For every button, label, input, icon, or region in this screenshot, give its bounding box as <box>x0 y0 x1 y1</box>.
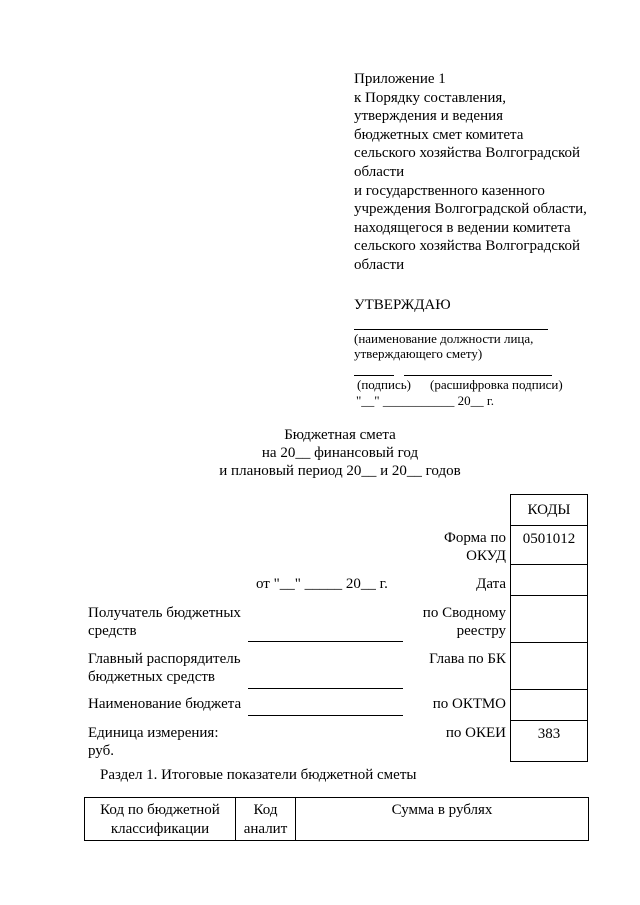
okei-cell <box>510 720 588 762</box>
okei-label: по ОКЕИ <box>445 725 506 741</box>
appendix-line: Приложение 1 <box>354 71 446 87</box>
bk-label: Глава по БК <box>429 651 506 667</box>
table-header-analytic-code <box>235 797 296 841</box>
unit-label-1: Единица измерения: <box>88 725 219 741</box>
doc-title-line1: Бюджетная смета <box>284 427 396 443</box>
table-header-budget-code <box>84 797 236 841</box>
registry-label-1: по Сводному <box>422 605 506 621</box>
date-label: Дата <box>476 576 506 592</box>
col-budget-code-1: Код по бюджетной <box>100 802 220 818</box>
approve-heading: УТВЕРЖДАЮ <box>354 297 451 313</box>
manager-field-line <box>248 688 403 689</box>
budget-name-field-line <box>248 715 403 716</box>
approve-date: "__" ___________ 20__ г. <box>356 393 494 408</box>
appendix-line: сельского хозяйства Волгоградской <box>354 238 581 255</box>
unit-label-2: руб. <box>88 743 114 759</box>
position-caption-2: утверждающего смету) <box>354 346 483 361</box>
okud-label-1: Форма по <box>444 530 506 546</box>
signature-line <box>354 375 394 376</box>
col-analytic-1: Код <box>253 802 278 818</box>
appendix-line: бюджетных смет комитета <box>354 126 524 143</box>
okud-label-2: ОКУД <box>466 548 506 564</box>
recipient-label-2: средств <box>88 623 137 639</box>
date-prefix: от "__" _____ 20__ г. <box>256 576 388 592</box>
codes-header: КОДЫ <box>527 502 571 518</box>
manager-label-2: бюджетных средств <box>88 669 215 685</box>
appendix-line: находящегося в ведении комитета <box>354 219 571 236</box>
okei-value: 383 <box>537 726 561 742</box>
recipient-field-line <box>248 641 403 642</box>
bk-cell <box>510 642 588 690</box>
section-title: Раздел 1. Итоговые показатели бюджетной сметы <box>100 767 417 783</box>
recipient-label-1: Получатель бюджетных <box>88 605 241 621</box>
appendix-line: утверждения и ведения <box>354 108 504 125</box>
manager-label-1: Главный распорядитель <box>88 651 241 667</box>
signature-caption: (подпись) <box>357 377 411 392</box>
appendix-line: области <box>354 163 405 180</box>
doc-title-line3: и плановый период 20__ и 20__ годов <box>219 463 461 479</box>
okud-value: 0501012 <box>522 531 576 547</box>
col-budget-code-2: классификации <box>110 821 210 837</box>
appendix-line: и государственного казенного <box>354 182 545 199</box>
table-header-sum <box>295 797 589 841</box>
position-caption-1: (наименование должности лица, <box>354 331 534 346</box>
appendix-line: учреждения Волгоградской области, <box>354 201 587 218</box>
appendix-line: области <box>354 256 405 273</box>
budget-name-label: Наименование бюджета <box>88 696 242 712</box>
oktmo-label: по ОКТМО <box>432 696 506 712</box>
registry-label-2: реестру <box>456 623 506 639</box>
decoding-caption: (расшифровка подписи) <box>430 377 563 392</box>
appendix-block <box>354 70 624 275</box>
position-line <box>354 329 548 330</box>
codes-header-cell <box>510 494 588 526</box>
doc-title-line2: на 20__ финансовый год <box>261 445 419 461</box>
date-cell <box>510 564 588 596</box>
registry-cell <box>510 595 588 643</box>
appendix-line: сельского хозяйства Волгоградской <box>354 145 581 162</box>
decoding-line <box>404 375 552 376</box>
okud-cell <box>510 525 588 565</box>
appendix-line: к Порядку составления, <box>354 89 507 106</box>
oktmo-cell <box>510 689 588 721</box>
col-sum: Сумма в рублях <box>391 802 493 818</box>
col-analytic-2: аналит <box>243 821 288 837</box>
